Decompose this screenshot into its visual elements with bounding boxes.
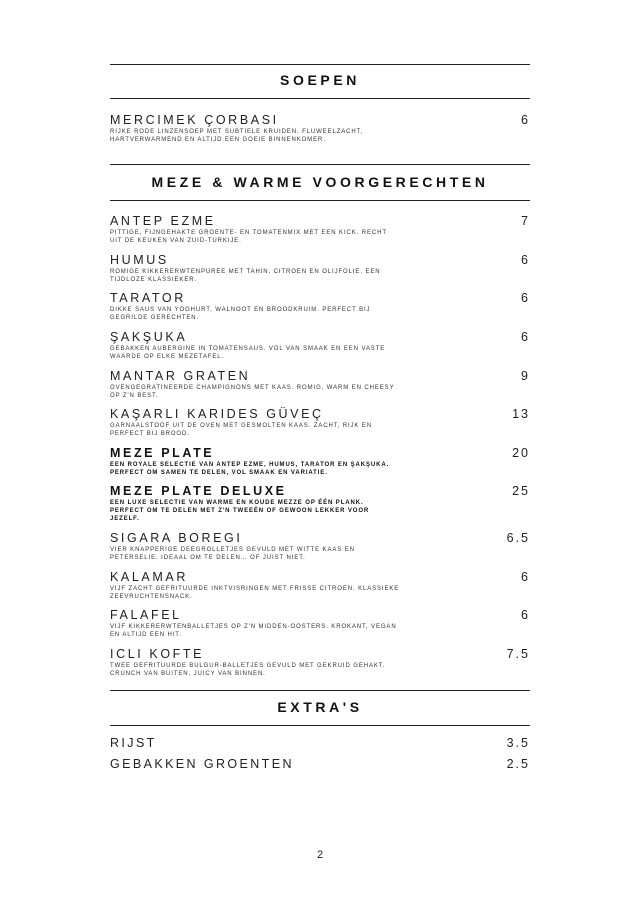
- item-description: PITTIGE, FIJNGEHAKTE GROENTE- EN TOMATENMIX MET EEN KICK. RECHT UIT DE KEUKEN VAN ZUID-TURKIJE.: [110, 230, 387, 244]
- menu-item-humus: [110, 253, 530, 284]
- item-description: VIJF ZACHT GEFRITUURDE INKTVISRINGEN MET FRISSE CITROEN. KLASSIEKE ZEEVRUCHTENSNACK.: [110, 586, 400, 600]
- divider: [110, 200, 530, 201]
- item-price: 13: [512, 407, 530, 421]
- item-description: OVENGEGRATINEERDE CHAMPIGNONS MET KAAS. ROMIG, WARM EN CHEESY OP Z'N BEST.: [110, 385, 395, 399]
- item-description: TWEE GEFRITUURDE BULGUR-BALLETJES GEVULD MET GEKRUID GEHAKT. CRUNCH VAN BUITEN, JUICY VAN BINNEN.: [110, 663, 386, 677]
- item-name: TARATOR: [110, 291, 186, 305]
- divider: [110, 164, 530, 165]
- item-price: 20: [512, 446, 530, 460]
- item-description: VIJF KIKKERERWTENBALLETJES OP Z'N MIDDEN-OOSTERS. KROKANT, VEGAN EN ALTIJD EEN HIT.: [110, 624, 397, 638]
- item-name: MANTAR GRATEN: [110, 369, 251, 383]
- item-price: 6: [521, 570, 530, 584]
- item-name: KAŞARLI KARIDES GÜVEÇ: [110, 407, 324, 421]
- item-description: RIJKE RODE LINZENSOEP MET SUBTIELE KRUIDEN. FLUWEELZACHT, HARTVERWARMEND EN ALTIJD EEN GOEIE BINNENKOMER.: [110, 129, 364, 143]
- item-price: 6: [521, 330, 530, 344]
- item-description: GARNAALSTOOF UIT DE OVEN MET GESMOLTEN KAAS. ZACHT, RIJK EN PERFECT BIJ BROOD.: [110, 423, 373, 437]
- menu-item-mantar-graten: [110, 369, 530, 400]
- item-name: GEBAKKEN GROENTEN: [110, 757, 294, 771]
- item-name: KALAMAR: [110, 570, 188, 584]
- item-price: 7: [521, 214, 530, 228]
- menu-item-meze-plate: [110, 446, 530, 477]
- item-name: FALAFEL: [110, 608, 182, 622]
- menu-item-kasarli-karides-guvec: [110, 407, 530, 438]
- item-price: 9: [521, 369, 530, 383]
- menu-item-icli-kofte: [110, 647, 530, 678]
- item-price: 6.5: [506, 531, 530, 545]
- divider: [110, 64, 530, 65]
- item-name: ICLI KOFTE: [110, 647, 205, 661]
- item-name: SIGARA BOREGI: [110, 531, 243, 545]
- menu-item-saksuka: [110, 330, 530, 361]
- item-name: ANTEP EZME: [110, 214, 216, 228]
- item-name: MEZE PLATE DELUXE: [110, 484, 287, 498]
- item-description: VIER KNAPPERIGE DEEGROLLETJES GEVULD MET WITTE KAAS EN PETERSELIE. IDEAAL OM TE DELEN… OF JUIST NIET.: [110, 547, 355, 561]
- item-description: EEN LUXE SELECTIE VAN WARME EN KOUDE MEZZE OP ÉÉN PLANK. PERFECT OM TE DELEN MET Z'N TWEEËN OF GEWOON LEKKER VOOR JEZELF.: [110, 500, 370, 522]
- item-price: 3.5: [506, 736, 530, 750]
- menu-item-gebakken-groenten: [110, 757, 530, 771]
- item-description: GEBAKKEN AUBERGINE IN TOMATENSAUS. VOL VAN SMAAK EN EEN VASTE WAARDE OP ELKE MEZETAFEL.: [110, 346, 386, 360]
- item-price: 6: [521, 608, 530, 622]
- item-price: 25: [512, 484, 530, 498]
- item-name: RIJST: [110, 736, 157, 750]
- menu-item-falafel: [110, 608, 530, 639]
- item-description: DIKKE SAUS VAN YOGHURT, WALNOOT EN BROODKRUIM. PERFECT BIJ GEGRILDE GERECHTEN.: [110, 307, 371, 321]
- item-price: 6: [521, 113, 530, 127]
- item-description: ROMIGE KIKKERERWTENPUREE MET TAHIN, CITROEN EN OLIJFOLIE. EEN TIJDLOZE KLASSIEKER.: [110, 269, 381, 283]
- section-title-soepen: SOEPEN: [280, 72, 360, 88]
- divider: [110, 98, 530, 99]
- menu-item-rijst: [110, 736, 530, 750]
- item-name: ŞAKŞUKA: [110, 330, 188, 344]
- menu-item-antep-ezme: [110, 214, 530, 245]
- item-name: MEZE PLATE: [110, 446, 215, 460]
- item-price: 7.5: [506, 647, 530, 661]
- divider: [110, 690, 530, 691]
- item-price: 6: [521, 291, 530, 305]
- item-description: EEN ROYALE SELECTIE VAN ANTEP EZME, HUMUS, TARATOR EN ŞAKŞUKA. PERFECT OM SAMEN TE DELEN, VOL SMAAK EN VARIATIE.: [110, 462, 390, 476]
- item-price: 2.5: [506, 757, 530, 771]
- menu-item-mercimek-corbasi: [110, 113, 530, 144]
- item-name: HUMUS: [110, 253, 169, 267]
- divider: [110, 725, 530, 726]
- menu-item-meze-plate-deluxe: [110, 484, 530, 523]
- section-title-meze: MEZE & WARME VOORGERECHTEN: [151, 174, 489, 190]
- menu-item-kalamar: [110, 570, 530, 601]
- page-number: 2: [316, 849, 324, 861]
- item-name: MERCIMEK ÇORBASI: [110, 113, 279, 127]
- item-price: 6: [521, 253, 530, 267]
- menu-item-sigara-boregi: [110, 531, 530, 562]
- section-title-extras: EXTRA'S: [277, 699, 363, 715]
- menu-item-tarator: [110, 291, 530, 322]
